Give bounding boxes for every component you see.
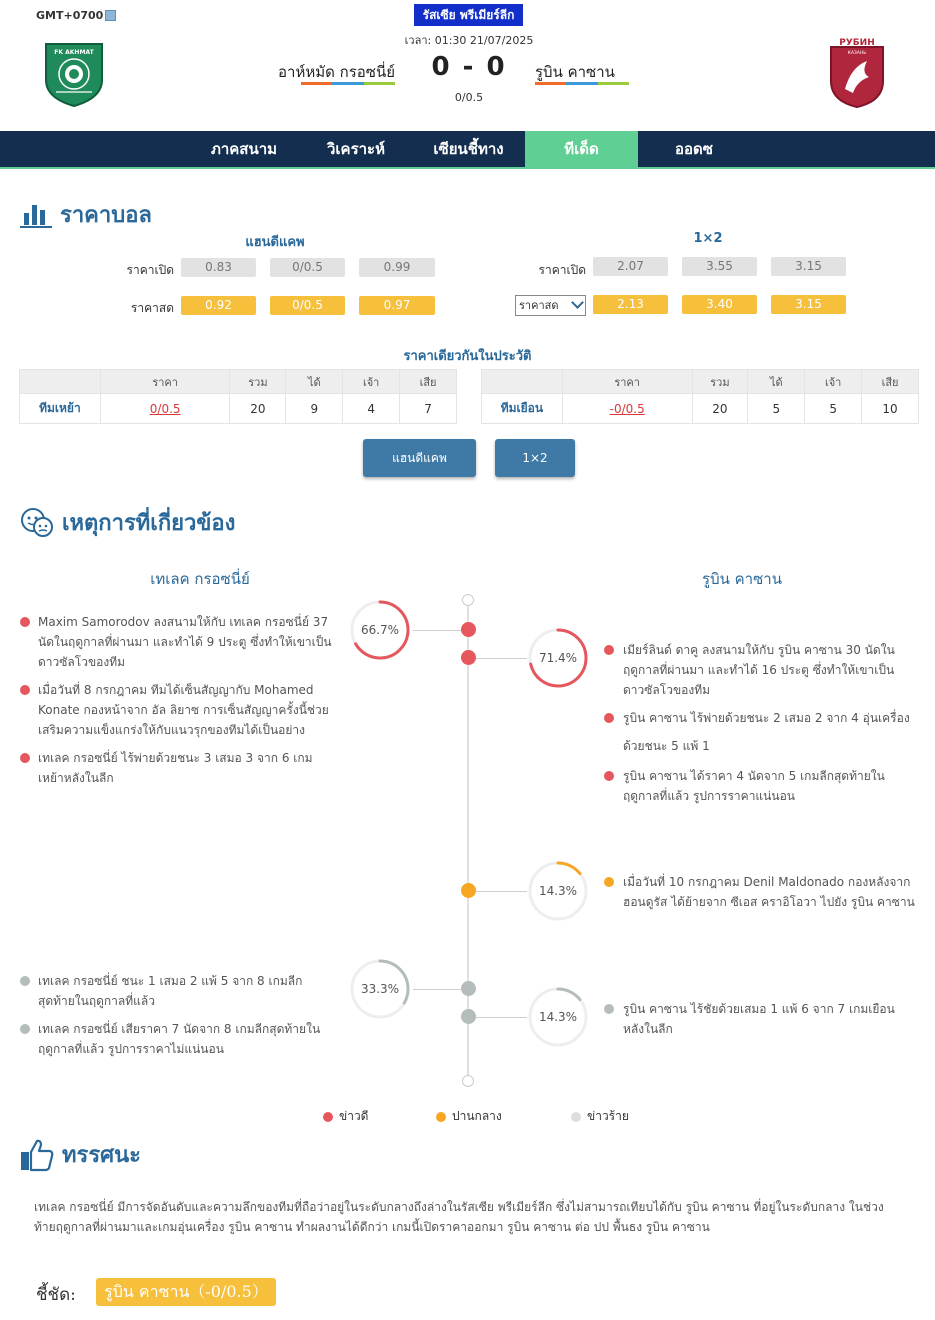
away-good-marker[interactable]	[461, 650, 476, 665]
away-good-event-2-cont: ด้วยชนะ 5 แพ้ 1	[623, 739, 710, 753]
home-bad-event-2: เทเลค กรอซนี่ย์ เสียราคา 7 นัดจาก 8 เกมลีกสุดท้ายในฤดูกาลที่แล้ว รูปการราคาไม่แน่นอน	[38, 1022, 321, 1056]
home-good-connector	[413, 630, 461, 631]
timezone[interactable]	[36, 9, 116, 22]
legend-neutral-label: ปานกลาง	[452, 1109, 502, 1123]
home-good-pct: 66.7%	[360, 623, 400, 637]
away-neutral-event-1: เมื่อวันที่ 10 กรกฎาคม Denil Maldonado กองหลังจาก ฮอนดูรัส ได้ย้ายจาก ซีเอส คราอิโอวา ไปยัง รูบิน คาซาน	[623, 875, 915, 909]
x12-title: 1×2	[693, 231, 723, 246]
history-header-win: ได้	[748, 370, 805, 394]
home-crest-text: FK AKHMAT	[54, 49, 94, 56]
handicap-button[interactable]: แฮนดีแคพ	[363, 439, 476, 477]
main-nav	[0, 131, 935, 169]
legend-good-label: ข่าวดี	[339, 1109, 369, 1123]
x12-open-home[interactable]: 2.07	[593, 257, 668, 276]
match-handicap: 0/0.5	[454, 91, 484, 104]
history-away-lose: 10	[862, 394, 919, 424]
handicap-title: แฮนดีแคพ	[245, 235, 305, 250]
x12-open-draw[interactable]: 3.55	[682, 257, 757, 276]
legend-good	[323, 1107, 368, 1126]
legend-neutral	[436, 1107, 502, 1126]
table-row	[482, 394, 919, 424]
events-away-team: รูบิน คาซาน	[702, 570, 782, 588]
calendar-icon[interactable]	[105, 10, 116, 21]
good-news-dot	[20, 753, 30, 763]
nav-tab-analysis[interactable]: วิเคราะห์	[326, 140, 385, 158]
away-team-label: รูบิน คาซาน	[535, 63, 615, 81]
away-good-connector	[476, 658, 527, 659]
good-news-dot	[604, 645, 614, 655]
good-news-dot	[20, 685, 30, 695]
history-away-win: 5	[748, 394, 805, 424]
away-crest-text: РУБИН	[839, 38, 875, 48]
history-away-price[interactable]: -0/0.5	[562, 394, 692, 424]
handicap-live-label: ราคาสด	[130, 301, 174, 315]
history-home-lose: 7	[400, 394, 457, 424]
away-good-event-3: รูบิน คาซาน ได้ราคา 4 นัดจาก 5 เกมลีกสุดท้ายในฤดูกาลที่แล้ว รูปการราคาแน่นอน	[623, 769, 885, 803]
nav-tab-field[interactable]: ภาคสนาม	[210, 140, 278, 158]
history-away-draw: 5	[805, 394, 862, 424]
history-header-lose: เสีย	[400, 370, 457, 394]
thumbs-up-icon	[20, 1138, 54, 1172]
x12-open-away[interactable]: 3.15	[771, 257, 846, 276]
home-good-event-2: เมื่อวันที่ 8 กรกฎาคม ทีมได้เซ็นสัญญากับ Mohamed Konate กองหน้าจาก อัล ลิยาซ การเซ็นสัญญาครั้งนี้ช่วยเสริมความแข็งแกร่งให้กับแนวรุกของทีมได้เป็นอย่าง	[38, 683, 329, 737]
match-time: เวลา: 01:30 21/07/2025	[404, 34, 534, 47]
events-home-team: เทเลค กรอซนี่ย์	[150, 570, 250, 588]
history-header-lose: เสีย	[862, 370, 919, 394]
history-home-win: 9	[286, 394, 343, 424]
home-good-gauge	[349, 599, 411, 661]
away-good-event-2: รูบิน คาซาน ไร้พ่ายด้วยชนะ 2 เสมอ 2 จาก 4 อุ่นเครื่อง	[623, 711, 910, 725]
away-good-pct: 71.4%	[538, 651, 578, 665]
away-history-table	[481, 369, 919, 424]
handicap-live-line[interactable]: 0/0.5	[270, 296, 345, 315]
events-section-title	[20, 505, 235, 540]
bad-news-dot	[20, 976, 30, 986]
handicap-live-away[interactable]: 0.97	[359, 296, 435, 315]
x12-live-away[interactable]: 3.15	[771, 295, 846, 314]
home-good-event-3: เทเลค กรอซนี่ย์ ไร้พ่ายด้วยชนะ 3 เสมอ 3 จาก 6 เกมเหย้าหลังในลีก	[38, 751, 313, 785]
bad-news-dot	[604, 1004, 614, 1014]
home-bad-gauge	[349, 958, 411, 1020]
away-neutral-gauge	[527, 860, 589, 922]
good-legend-dot	[323, 1112, 333, 1122]
history-away-team: ทีมเยือน	[482, 394, 563, 424]
away-bad-event-1: รูบิน คาซาน ไร้ชัยด้วยเสมอ 1 แพ้ 6 จาก 7 เกมเยือนหลังในลีก	[623, 1002, 895, 1036]
history-header-total: รวม	[230, 370, 286, 394]
home-good-marker[interactable]	[461, 622, 476, 637]
handicap-open-home[interactable]: 0.83	[181, 258, 256, 277]
handicap-open-line[interactable]: 0/0.5	[270, 258, 345, 277]
away-crest-sub: КАЗАНЬ	[847, 51, 867, 56]
opinion-section-title	[20, 1137, 141, 1172]
neutral-legend-dot	[436, 1112, 446, 1122]
history-header-draw: เจ้า	[805, 370, 862, 394]
away-team-crest-icon[interactable]	[827, 37, 887, 109]
history-home-team: ทีมเหย้า	[20, 394, 101, 424]
history-away-total: 20	[692, 394, 748, 424]
bar-chart-icon	[20, 201, 52, 229]
x12-live-home[interactable]: 2.13	[593, 295, 668, 314]
handicap-open-label: ราคาเปิด	[126, 263, 174, 277]
pick-label: ชี้ชัด:	[36, 1285, 76, 1305]
x12-live-draw[interactable]: 3.40	[682, 295, 757, 314]
faces-icon	[20, 507, 54, 539]
away-bad-gauge	[527, 986, 589, 1048]
legend-bad	[571, 1107, 629, 1126]
match-score: 0 - 0	[431, 52, 507, 82]
legend-bad-label: ข่าวร้าย	[587, 1109, 629, 1123]
history-title: ราคาเดียวกันในประวัติ	[403, 349, 532, 364]
x12-button[interactable]: 1×2	[495, 439, 575, 477]
home-bad-connector	[413, 989, 461, 990]
home-bad-pct: 33.3%	[360, 982, 400, 996]
pick-badge[interactable]: รูบิน คาซาน（-0/0.5）	[96, 1278, 276, 1306]
good-news-dot	[604, 771, 614, 781]
x12-open-label: ราคาเปิด	[538, 263, 586, 277]
away-neutral-pct: 14.3%	[538, 884, 578, 898]
history-home-total: 20	[230, 394, 286, 424]
home-team-label: อาห์หมัด กรอซนี่ย์	[278, 63, 395, 81]
home-bad-event-1: เทเลค กรอซนี่ย์ ชนะ 1 เสมอ 2 แพ้ 5 จาก 8 เกมลีกสุดท้ายในฤดูกาลที่แล้ว	[38, 974, 303, 1008]
history-header-win: ได้	[286, 370, 343, 394]
history-header-draw: เจ้า	[343, 370, 400, 394]
handicap-live-home[interactable]: 0.92	[181, 296, 256, 315]
odds-section-title	[20, 197, 152, 232]
bad-news-dot	[20, 1024, 30, 1034]
nav-tab-odds[interactable]: ออดซ	[675, 140, 713, 158]
opinion-title-text: ทรรศนะ	[62, 1143, 141, 1168]
timeline-line	[467, 600, 469, 1080]
timeline-start-dot	[462, 594, 474, 606]
away-good-event-1: เมียร์ลินด์ ดาคู ลงสนามให้กับ รูบิน คาซาน 30 นัดในฤดูกาลที่ผ่านมา และทำได้ 16 ประตู ซึ่งทำให้เขาเป็นดาวซัลโวของทีม	[623, 643, 895, 697]
odds-type-select-value: ราคาสด	[519, 299, 559, 312]
odds-title-text: ราคาบอล	[60, 203, 152, 228]
chevron-down-icon	[571, 296, 584, 309]
history-header-price: ราคา	[100, 370, 230, 394]
away-good-gauge	[527, 627, 589, 689]
history-home-draw: 4	[343, 394, 400, 424]
nav-tab-tips[interactable]: ทีเด็ด	[525, 131, 638, 167]
history-header-blank	[20, 370, 101, 394]
league-badge[interactable]: รัสเซีย พรีเมียร์ลีก	[414, 4, 523, 26]
timezone-label: GMT+0700	[36, 9, 104, 22]
history-header-price: ราคา	[562, 370, 692, 394]
away-team-underline	[535, 82, 629, 85]
home-bad-marker[interactable]	[461, 981, 476, 996]
home-history-table	[19, 369, 457, 424]
away-bad-pct: 14.3%	[538, 1010, 578, 1024]
handicap-open-away[interactable]: 0.99	[359, 258, 435, 277]
odds-type-select[interactable]	[515, 295, 586, 316]
neutral-news-dot	[604, 877, 614, 887]
history-header-total: รวม	[692, 370, 748, 394]
timeline-end-dot	[462, 1075, 474, 1087]
home-team-name[interactable]	[250, 60, 395, 84]
home-team-crest-icon[interactable]	[44, 40, 104, 108]
good-news-dot	[604, 713, 614, 723]
table-row	[20, 394, 457, 424]
away-bad-connector	[476, 1017, 527, 1018]
history-header-blank	[482, 370, 563, 394]
away-neutral-marker[interactable]	[461, 883, 476, 898]
good-news-dot	[20, 617, 30, 627]
home-team-underline	[301, 82, 395, 85]
opinion-text: เทเลค กรอซนี่ย์ มีการจัดอันดับและความลึกของทีมที่ถือว่าอยู่ในระดับกลางถึงล่างในรัสเซีย พรีเมียร์ลีก ซึ่งไม่สามารถเทียบได้กับ รูบิน คาซาน ที่อยู่ในระดับกลาง ในช่วงท้ายฤดูกาลที่ผ่านมาและเกมอุ่นเครื่อง รูบิน คาซาน ทำผลงานได้ดีกว่า เกมนี้เปิดราคาออกมา รูบิน คาซาน ต่อ ปป พื้นธง รูบิน คาซาน	[34, 1200, 884, 1234]
home-good-event-1: Maxim Samorodov ลงสนามให้กับ เทเลค กรอซนี่ย์ 37 นัดในฤดูกาลที่ผ่านมา และทำได้ 9 ประตู ซึ่งทำให้เขาเป็นดาวซัลโวของทีม	[38, 615, 332, 669]
away-bad-marker[interactable]	[461, 1009, 476, 1024]
away-neutral-connector	[476, 891, 527, 892]
away-team-name[interactable]	[535, 60, 695, 84]
events-title-text: เหตุการที่เกี่ยวข้อง	[62, 511, 236, 536]
bad-legend-dot	[571, 1112, 581, 1122]
nav-tab-expert[interactable]: เซียนชี้ทาง	[433, 140, 504, 158]
history-home-price[interactable]: 0/0.5	[100, 394, 230, 424]
